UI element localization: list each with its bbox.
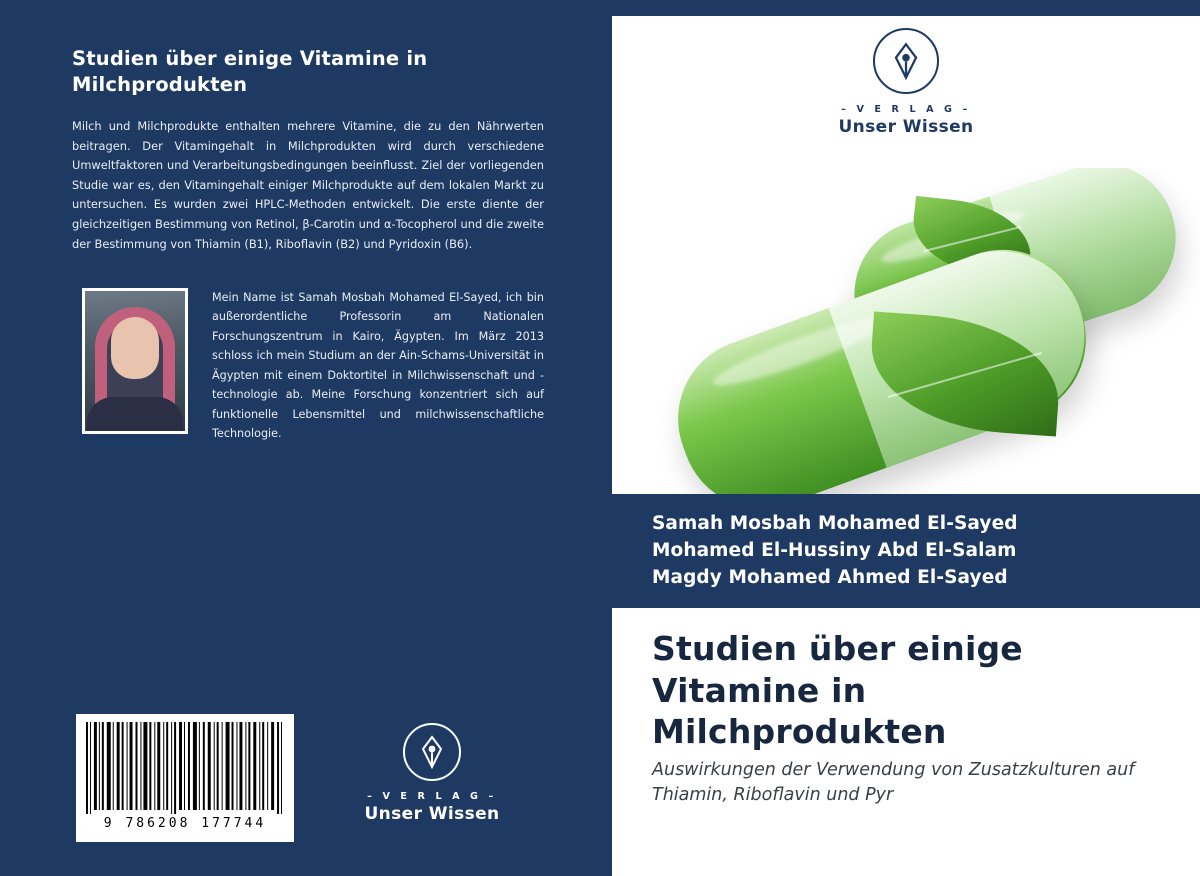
barcode-number: 9 786208 177744 [103,816,267,831]
pen-nib-icon [889,42,923,80]
author-name-1: Samah Mosbah Mohamed El-Sayed [652,513,1018,534]
front-cover-subtitle: Auswirkungen der Verwendung von Zusatzkulturen auf Thiamin, Riboflavin und Pyr [652,760,1135,805]
front-top-bar [612,0,1200,16]
author-bio-block [82,288,544,444]
back-cover-title: Studien über einige Vitamine in Milchprodukten [72,47,428,96]
verlag-dash-right: – [962,104,971,115]
front-cover-title: Studien über einige Vitamine in Milchprodukten [652,629,1023,752]
authors-band [612,494,1200,608]
cover-illustration-capsules [612,168,1200,494]
publisher-verlag-label-front [612,104,1200,115]
front-cover-panel [612,0,1200,876]
author-name-2: Mohamed El-Hussiny Abd El-Salam [652,540,1017,562]
leaf-top-vein [923,226,1021,252]
book-spine [594,0,612,876]
author-name-3: Magdy Mohamed Ahmed El-Sayed [652,567,1008,589]
verlag-word: V E R L A G [856,104,956,115]
barcode [76,714,294,842]
author-photo [82,288,188,434]
author-bio-text: Mein Name ist Samah Mosbah Mohamed El-Sayed, ich bin außerordentliche Professorin am Nationalen Forschungszentrum in Kairo, Ägypten. Im März 2013 schloss ich mein Studium an der Ain-Schams-Universität in Ägypten mit einem Doktortitel in Milchwissenschaft und -technologie ab. Meine Forschung konzentriert sich auf funktionelle Lebensmittel und milchwissenschaftliche Technologie. [212,291,544,441]
barcode-bars-icon [86,722,284,814]
verlag-dash-right: – [488,791,497,802]
pen-nib-icon [417,735,447,769]
verlag-dash-left: – [841,104,850,115]
photo-shoulders [87,397,183,431]
publisher-verlag-label [352,791,512,802]
back-cover-blurb: Milch und Milchprodukte enthalten mehrere Vitamine, die zu den Nährwerten beitragen. Der Vitamingehalt in Milchprodukten wird durch verschiedene Umweltfaktoren und Verarbeitungsbedingungen beeinflusst. Ziel der vorliegenden Studie war es, den Vitamingehalt einiger Milchprodukte auf dem lokalen Markt zu untersuchen. Es wurden zwei HPLC-Methoden entwickelt. Die erste diente der gleichzeitigen Bestimmung von Retinol, β-Carotin und α-Tocopherol und die zweite der Bestimmung von Thiamin (B1), Riboflavin (B2) und Pyridoxin (B6). [72,119,544,251]
publisher-logo-back [352,723,512,824]
publisher-emblem-front-icon [873,28,939,94]
verlag-dash-left: – [367,791,376,802]
back-cover-panel [0,0,594,876]
publisher-emblem-icon [403,723,461,781]
verlag-word: V E R L A G [382,791,482,802]
leaf-bottom-vein [888,352,1042,398]
publisher-name-back: Unser Wissen [364,804,500,824]
publisher-logo-front [612,28,1200,137]
publisher-name-front: Unser Wissen [838,117,974,137]
photo-face [111,317,159,379]
